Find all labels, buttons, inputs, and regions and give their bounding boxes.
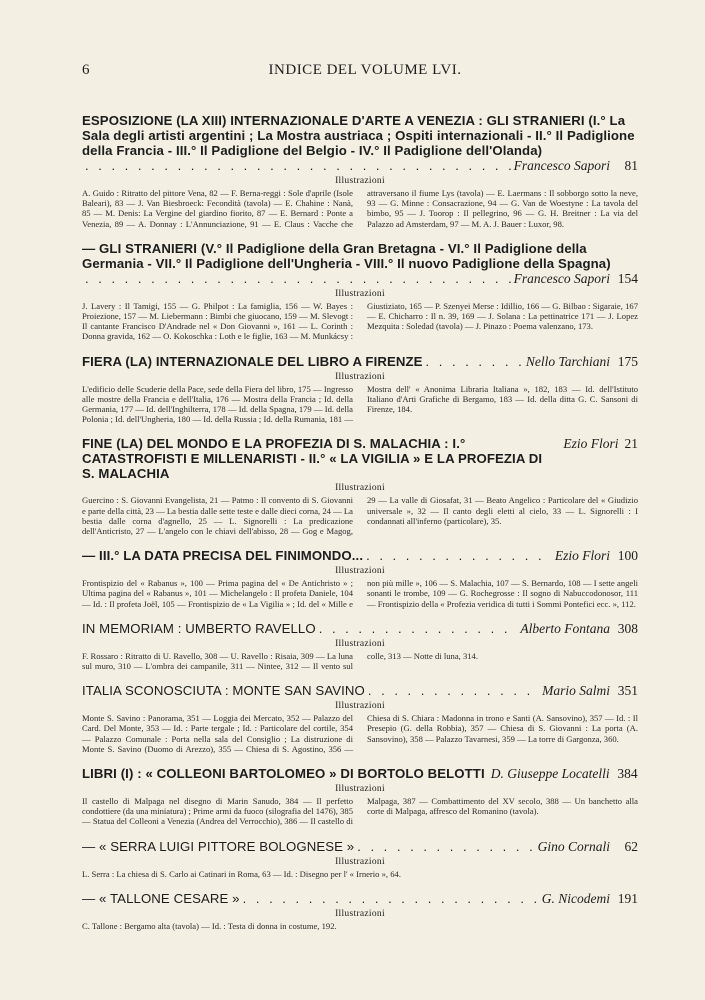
illustrations-label: Illustrazioni	[335, 483, 385, 494]
entry-author: Francesco Sapori	[513, 158, 610, 173]
entry-title: — « TALLONE CESARE »	[82, 890, 240, 906]
entry-author: D. Giuseppe Locatelli	[490, 766, 610, 782]
page-number: 6	[82, 62, 90, 78]
entry-page: 100	[617, 548, 638, 564]
illustrations-label: Illustrazioni	[335, 701, 385, 712]
entry-title: FINE (LA) DEL MONDO E LA PROFEZIA DI S. MALACHIA : I.° CATASTROFISTI E MILLENARISTI - II.° « LA VIGILIA » E LA PROFEZIA DI S. MALACHIA	[82, 436, 543, 482]
dot-leader	[319, 621, 518, 636]
entry-author: Alberto Fontana	[520, 620, 610, 636]
entry-page: 308	[617, 620, 638, 636]
entry-author: Mario Salmi	[542, 683, 610, 699]
entry-page: 21	[624, 436, 638, 452]
illustrations-list: J. Lavery : Il Tamigi, 155 — G. Philpot : La famiglia, 156 — W. Bayes : Proiezione, 157 — M. Liebermann : Bimbi che giuocano, 159 — M. Slevogt : Il cantante Francisco D'Andrade nel « Don Giovanni », 161 — L. Corinth : Donna gravida, 162 — O. Kokoschka : Loth e le figlie, 163 — M. Munkácsy : Giustiziato, 165 — P. Szenyei Merse : Idillio, 166 — G. Bilbao : Sigaraie, 167 — E. Chicharro : Il n. 39, 169 — J. Solana : La pettinatrice 171 — J. Lopez Mezquita : Soledad (tavola) — J. Pinazo : Poema valenzano, 173.	[82, 300, 638, 342]
entry-title: LIBRI (I) : « COLLEONI BARTOLOMEO » DI BORTOLO BELOTTI	[82, 766, 485, 782]
dot-leader	[357, 839, 534, 854]
dot-leader	[366, 548, 552, 563]
illustrations-list: A. Guido : Ritratto del pittore Vena, 82 — F. Berna-reggi : Sole d'aprile (Isole Baleari), 83 — J. Van Biesbroeck: Fecondità (tavola) — E. Chahine : Nanà, 85 — M. Denis: La Vergine del giardino fiorito, 87 — E. Bernard : Ponte a Venezia, 89 — A. Donnay : L'Annunciazione, 91 — E. Claus : Vacche che attraversano il fiume Lys (tavola) — E. Laermans : Il sobborgo sotto la neve, 93 — G. Minne : Consacrazione, 94 — G. Van de Woestyne : La tavola del bimbo, 95 — J. Toorop : Il pellegrino, 96 — G. H. Breitner : La via del Palazzo ad Amsterdam, 97 — M. A. J. Bauer : Luxor, 98.	[82, 188, 638, 229]
dot-leader	[85, 271, 511, 286]
entry-title: — GLI STRANIERI (V.° Il Padiglione della Gran Bretagna - VI.° Il Padiglione della Germania - VII.° Il Padiglione dell'Ungheria - VIII.° Il nuovo Padiglione della Spagna)	[82, 240, 611, 271]
entry-leader	[82, 548, 638, 564]
index-entry	[82, 113, 638, 229]
illustrations-label: Illustrazioni	[335, 638, 385, 649]
illustrations-label: Illustrazioni	[335, 784, 385, 795]
entry-page: 175	[617, 353, 638, 369]
dot-leader	[85, 158, 511, 173]
entry-author: Gino Cornali	[537, 838, 610, 854]
entry-title: ESPOSIZIONE (LA XIII) INTERNAZIONALE D'ARTE A VENEZIA : GLI STRANIERI (I.° La Sala degli artisti argentini ; La Mostra austriaca ; Ospiti internazionali - II.° Il Padiglione della Francia - III.° Il Padiglione del Belgio - IV.° Il Padiglione dell'Olanda)	[82, 113, 635, 158]
entry-page: 154	[617, 270, 638, 286]
entry-author: Ezio Flori	[554, 548, 610, 564]
entry-title: — « SERRA LUIGI PITTORE BOLOGNESE »	[82, 838, 355, 854]
entry-leader	[82, 891, 638, 907]
entry-page: 384	[617, 766, 638, 782]
entry-leader	[82, 158, 638, 174]
index-entry	[82, 241, 638, 342]
entry-leader	[82, 354, 638, 370]
entry-title: FIERA (LA) INTERNAZIONALE DEL LIBRO A FIRENZE	[82, 353, 423, 369]
entry-title: — III.° LA DATA PRECISA DEL FINIMONDO...	[82, 548, 364, 564]
entry-leader	[82, 621, 638, 637]
entry-author: Francesco Sapori	[513, 270, 610, 286]
dot-leader	[426, 354, 523, 369]
illustrations-list: L'edificio delle Scuderie della Pace, sede della Fiera del libro, 175 — Ingresso alle mostre della Francia e dell'Italia, 176 — Mostra della Francia ; Id. della Germania, 177 — Id. dell'Inghilterra, 178 — Id. della Spagna, 179 — Id. della Polonia ; Id. dell'Ungheria, 180 — Id. della Russia ; Id. della Rumania, 181 — Mostra dell' « Anonima Libraria Italiana », 182, 183 — Id. dell'Istituto Italiano d'Arti Grafiche di Bergamo, 183 — Id. della ditta G. C. Sansoni di Firenze, 184.	[82, 383, 638, 425]
entry-leader	[82, 436, 638, 481]
entry-page: 81	[624, 158, 638, 173]
dot-leader	[243, 891, 539, 906]
illustrations-list: Il castello di Malpaga nel disegno di Marin Sanudo, 384 — Il perfetto condottiere (da una miniatura) ; Prime armi da fuoco (silografia del 1476), 385 — Statua del Colleoni a Venezia (Andrea del Verrocchio), 386 — Il castello di Malpaga, 387 — Combattimento del XV secolo, 388 — Un banchetto alla corte di Malpaga, affresco del Romanino (tavola).	[82, 796, 638, 827]
index-entry	[82, 891, 638, 931]
illustrations-list: Guercino : S. Giovanni Evangelista, 21 — Patmo : Il convento di S. Giovanni e parte della città, 23 — La bestia dalle sette teste e dalle dieci corna, 24 — La bestia dalle corna d'agnello, 25 — L. Signorelli : La predicazione dell'Anticristo, 27 — L'angelo con le chiavi dell'abisso, 28 — Gog e Magog, 29 — La valle di Giosafat, 31 — Beato Angelico : Particolare del « Giudizio universale », 32 — Il canto degli eletti al cielo, 33 — L. Signorelli : I condannati all'inferno (particolare), 35.	[82, 495, 638, 537]
index-entry	[82, 354, 638, 425]
index-entry	[82, 621, 638, 671]
illustrations-label: Illustrazioni	[335, 288, 385, 299]
entry-author: Nello Tarchiani	[525, 353, 610, 369]
index-entry	[82, 683, 638, 754]
illustrations-list: Frontispizio del « Rabanus », 100 — Prima pagina del « De Antichristo » ; Ultima pagina del « Rabanus », 101 — Michelangelo : Il profeta Daniele, 104 — Id. : Il profeta Joël, 105 — Frontispizio de « La Vigilia » ; Id. del « Mille e non più mille », 106 — S. Malachia, 107 — S. Bernardo, 108 — I sette angeli sonanti le trombe, 109 — G. Rochegrosse : Il sogno di Nabuccodonosor, 111 — Frontispizio della « Profezia veridica di tutti i Sommi Pontefici ecc. », 112.	[82, 578, 638, 609]
entry-page: 351	[617, 683, 638, 699]
illustrations-list: F. Rossaro : Ritratto di U. Ravello, 308 — U. Ravello : Risaia, 309 — La luna sul muro, 310 — L'ombra dei campanile, 311 — Nintee, 312 — Il vento sul colle, 313 — Notte di luna, 314.	[82, 650, 478, 672]
illustrations-label: Illustrazioni	[335, 856, 385, 867]
entry-title: ITALIA SCONOSCIUTA : MONTE SAN SAVINO	[82, 683, 365, 699]
index-entry	[82, 436, 638, 536]
entry-leader	[82, 839, 638, 855]
entry-leader	[82, 271, 638, 287]
index-entry	[82, 766, 638, 827]
illustrations-label: Illustrazioni	[335, 176, 385, 186]
index-page	[82, 62, 638, 943]
running-title: INDICE DEL VOLUME LVI.	[268, 62, 462, 78]
index-entry	[82, 839, 638, 879]
page-header	[82, 62, 638, 79]
entry-page: 191	[617, 890, 638, 906]
entry-title: IN MEMORIAM : UMBERTO RAVELLO	[82, 620, 316, 636]
index-entry	[82, 548, 638, 609]
illustrations-list: L. Serra : La chiesa di S. Carlo ai Catinari in Roma, 63 — Id. : Disegno per l' « Irnerio », 64.	[82, 868, 401, 879]
illustrations-label: Illustrazioni	[335, 566, 385, 577]
illustrations-list: Monte S. Savino : Panorama, 351 — Loggia dei Mercato, 352 — Palazzo del Card. Del Monte, 353 — Id. : Parte tergale ; Id. : Particolare del cortile, 354 — Palazzo Comunale : Porta nella sala del Consiglio ; La distruzione di Monte S. Savino (Duomo di Arezzo), 355 — Chiesa di S. Agostino, 356 — Chiesa di S. Chiara : Madonna in trono e Santi (A. Sansovino), 357 — Id. : Il Presepio (G. della Robbia), 357 — Chiesa di S. Giovanni : La porta (A. Sansovino), 358 — Palazzo Tavarnesi, 359 — La torre di Gargonza, 360.	[82, 713, 638, 754]
entry-author: G. Nicodemi	[541, 890, 610, 906]
entry-author: Ezio Flori	[563, 436, 619, 452]
illustrations-list: C. Tallone : Bergamo alta (tavola) — Id. : Testa di donna in costume, 192.	[82, 920, 337, 931]
illustrations-label: Illustrazioni	[335, 371, 385, 382]
entry-leader	[82, 766, 638, 782]
dot-leader	[368, 683, 539, 698]
entry-page: 62	[624, 838, 638, 854]
illustrations-label: Illustrazioni	[335, 908, 385, 919]
entry-list	[82, 113, 638, 931]
entry-leader	[82, 683, 638, 699]
